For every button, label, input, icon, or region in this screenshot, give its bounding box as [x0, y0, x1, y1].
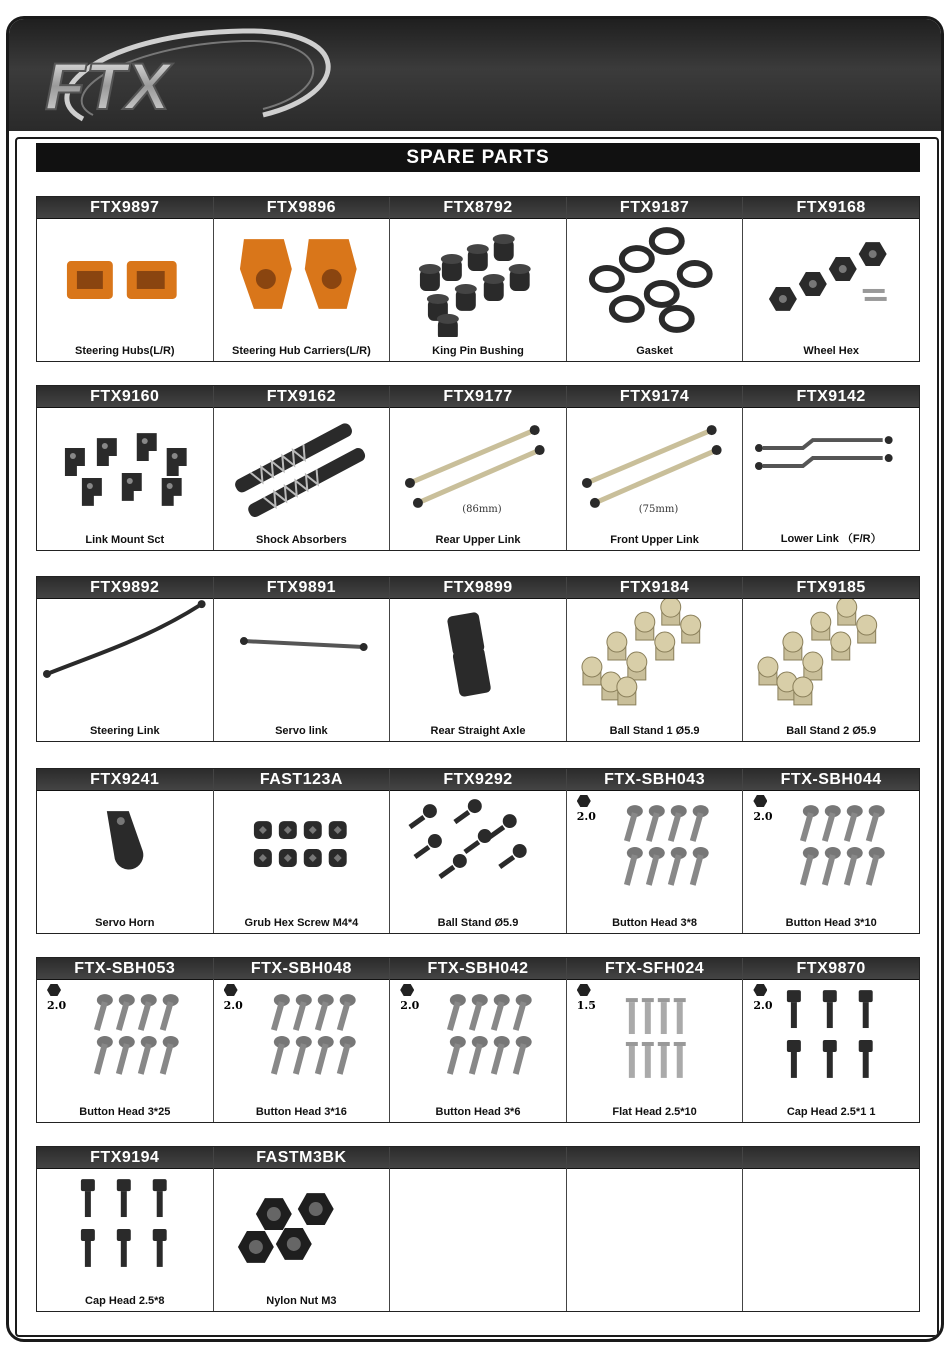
part-cell — [390, 769, 567, 933]
part-code: FTX8792 — [390, 197, 566, 219]
part-code: FTX9899 — [390, 577, 566, 599]
part-code: FTX9177 — [390, 386, 566, 408]
hex-size: 2.0 — [576, 810, 596, 823]
servo-link-icon — [214, 599, 390, 717]
part-label: Link Mount Sct — [85, 534, 165, 546]
hex-size: 1.5 — [576, 999, 596, 1012]
part-cell — [567, 577, 744, 741]
part-code: FTX9241 — [37, 769, 213, 791]
part-cell — [743, 958, 919, 1122]
ball-stand-icon — [567, 599, 743, 717]
hex-icon — [224, 984, 238, 996]
part-label: Ball Stand 2 Ø5.9 — [786, 725, 877, 737]
part-cell — [743, 1147, 919, 1311]
part-code: FTX9891 — [214, 577, 390, 599]
parts-row — [36, 196, 920, 362]
part-cell — [567, 1147, 744, 1311]
part-code: FTX-SFH024 — [567, 958, 743, 980]
part-label: Button Head 3*8 — [612, 917, 698, 929]
ball-stud-icon — [390, 791, 566, 909]
part-cell — [37, 386, 214, 550]
part-label: Button Head 3*25 — [79, 1106, 171, 1118]
steering-hubs-icon — [37, 219, 213, 337]
nylon-nut-icon — [214, 1169, 390, 1287]
part-code: FTX9896 — [214, 197, 390, 219]
hex-key-size-badge — [753, 984, 772, 1012]
parts-row — [36, 957, 920, 1123]
hex-key-size-badge — [400, 984, 419, 1012]
part-code: FTX-SBH044 — [743, 769, 919, 791]
part-code: FTX9870 — [743, 958, 919, 980]
part-cell — [37, 958, 214, 1122]
bushing-icon — [390, 219, 566, 337]
page-title: SPARE PARTS — [36, 143, 920, 172]
hex-size: 2.0 — [223, 999, 243, 1012]
hex-key-size-badge — [47, 984, 66, 1012]
part-label: Steering Link — [89, 725, 160, 737]
part-code: FTX9142 — [743, 386, 919, 408]
part-cell — [567, 958, 744, 1122]
part-label: Cap Head 2.5*1 1 — [786, 1106, 876, 1118]
part-code: FTX-SBH048 — [214, 958, 390, 980]
part-cell — [214, 769, 391, 933]
part-code — [743, 1147, 919, 1169]
part-label: King Pin Bushing — [432, 345, 524, 357]
servo-horn-icon — [37, 791, 213, 909]
part-label: Flat Head 2.5*10 — [612, 1106, 697, 1118]
hex-icon — [753, 984, 767, 996]
part-cell — [214, 1147, 391, 1311]
lower-link-icon — [743, 408, 919, 526]
part-code: FTX9187 — [567, 197, 743, 219]
hex-size: 2.0 — [47, 999, 67, 1012]
part-code: FTX9292 — [390, 769, 566, 791]
part-cell — [37, 769, 214, 933]
part-cell — [214, 958, 391, 1122]
hex-key-size-badge — [224, 984, 243, 1012]
part-code: FTX-SBH053 — [37, 958, 213, 980]
part-label: Wheel Hex — [803, 345, 859, 357]
part-label: Cap Head 2.5*8 — [85, 1295, 165, 1307]
part-label: Nylon Nut M3 — [266, 1295, 337, 1307]
cap-head-screw-icon — [37, 1169, 213, 1287]
part-cell — [214, 577, 391, 741]
steering-link-icon — [37, 599, 213, 717]
part-code: FTX9185 — [743, 577, 919, 599]
part-code: FTX9194 — [37, 1147, 213, 1169]
part-label: Ball Stand 1 Ø5.9 — [609, 725, 700, 737]
part-label: Steering Hub Carriers(L/R) — [232, 345, 371, 357]
part-label: Button Head 3*10 — [785, 917, 877, 929]
ball-stand-icon — [743, 599, 919, 717]
part-label: Button Head 3*6 — [435, 1106, 521, 1118]
part-cell — [567, 197, 744, 361]
part-cell — [390, 197, 567, 361]
part-code: FTX9892 — [37, 577, 213, 599]
parts-row — [36, 768, 920, 934]
part-label: Rear Upper Link — [435, 534, 521, 546]
part-code: FTX9174 — [567, 386, 743, 408]
grub-screw-icon — [214, 791, 390, 909]
part-label: Gasket — [636, 345, 673, 357]
part-cell — [743, 197, 919, 361]
hex-size: 2.0 — [753, 999, 773, 1012]
hex-key-size-badge — [577, 795, 596, 823]
hex-key-size-badge — [577, 984, 596, 1012]
logo-text: FTX — [45, 49, 170, 123]
part-code: FTX9168 — [743, 197, 919, 219]
axle-icon — [390, 599, 566, 717]
part-code: FTX9184 — [567, 577, 743, 599]
part-cell — [390, 577, 567, 741]
part-label: Button Head 3*16 — [255, 1106, 347, 1118]
part-code: FTX9162 — [214, 386, 390, 408]
part-label: Front Upper Link — [610, 534, 699, 546]
part-label: Servo link — [275, 725, 328, 737]
part-cell — [37, 577, 214, 741]
link-mount-icon — [37, 408, 213, 526]
hex-size: 2.0 — [400, 999, 420, 1012]
length-note: (75mm) — [638, 504, 679, 515]
parts-row — [36, 385, 920, 551]
part-code — [567, 1147, 743, 1169]
part-code — [390, 1147, 566, 1169]
part-code: FTX9897 — [37, 197, 213, 219]
part-cell — [390, 1147, 567, 1311]
ftx-logo — [23, 23, 343, 127]
part-cell — [743, 577, 919, 741]
part-code: FTX-SBH042 — [390, 958, 566, 980]
hex-icon — [753, 795, 767, 807]
part-code: FTX-SBH043 — [567, 769, 743, 791]
part-cell — [743, 769, 919, 933]
wheel-hex-icon — [743, 219, 919, 337]
part-cell — [743, 386, 919, 550]
page-header — [9, 19, 941, 131]
part-cell — [390, 958, 567, 1122]
part-cell — [37, 1147, 214, 1311]
part-label: Grub Hex Screw M4*4 — [244, 917, 359, 929]
gasket-icon — [567, 219, 743, 337]
part-label: Lower Link （F/R） — [780, 533, 882, 545]
hex-icon — [577, 795, 591, 807]
hex-key-size-badge — [753, 795, 772, 823]
part-code: FAST123A — [214, 769, 390, 791]
part-label: Ball Stand Ø5.9 — [437, 917, 519, 929]
hex-icon — [47, 984, 61, 996]
part-cell — [567, 769, 744, 933]
part-cell — [37, 197, 214, 361]
part-label: Servo Horn — [95, 917, 155, 929]
shock-absorber-icon — [214, 408, 390, 526]
hex-icon — [577, 984, 591, 996]
part-label: Steering Hubs(L/R) — [74, 345, 175, 357]
length-note: (86mm) — [462, 504, 502, 515]
part-code: FASTM3BK — [214, 1147, 390, 1169]
part-cell — [214, 386, 391, 550]
part-cell — [214, 197, 391, 361]
part-code: FTX9160 — [37, 386, 213, 408]
hex-icon — [400, 984, 414, 996]
part-label: Rear Straight Axle — [430, 725, 526, 737]
part-cell — [567, 386, 744, 550]
parts-row — [36, 576, 920, 742]
hub-carriers-icon — [214, 219, 390, 337]
parts-row — [36, 1146, 920, 1312]
part-cell — [390, 386, 567, 550]
part-label: Shock Absorbers — [256, 534, 347, 546]
hex-size: 2.0 — [753, 810, 773, 823]
